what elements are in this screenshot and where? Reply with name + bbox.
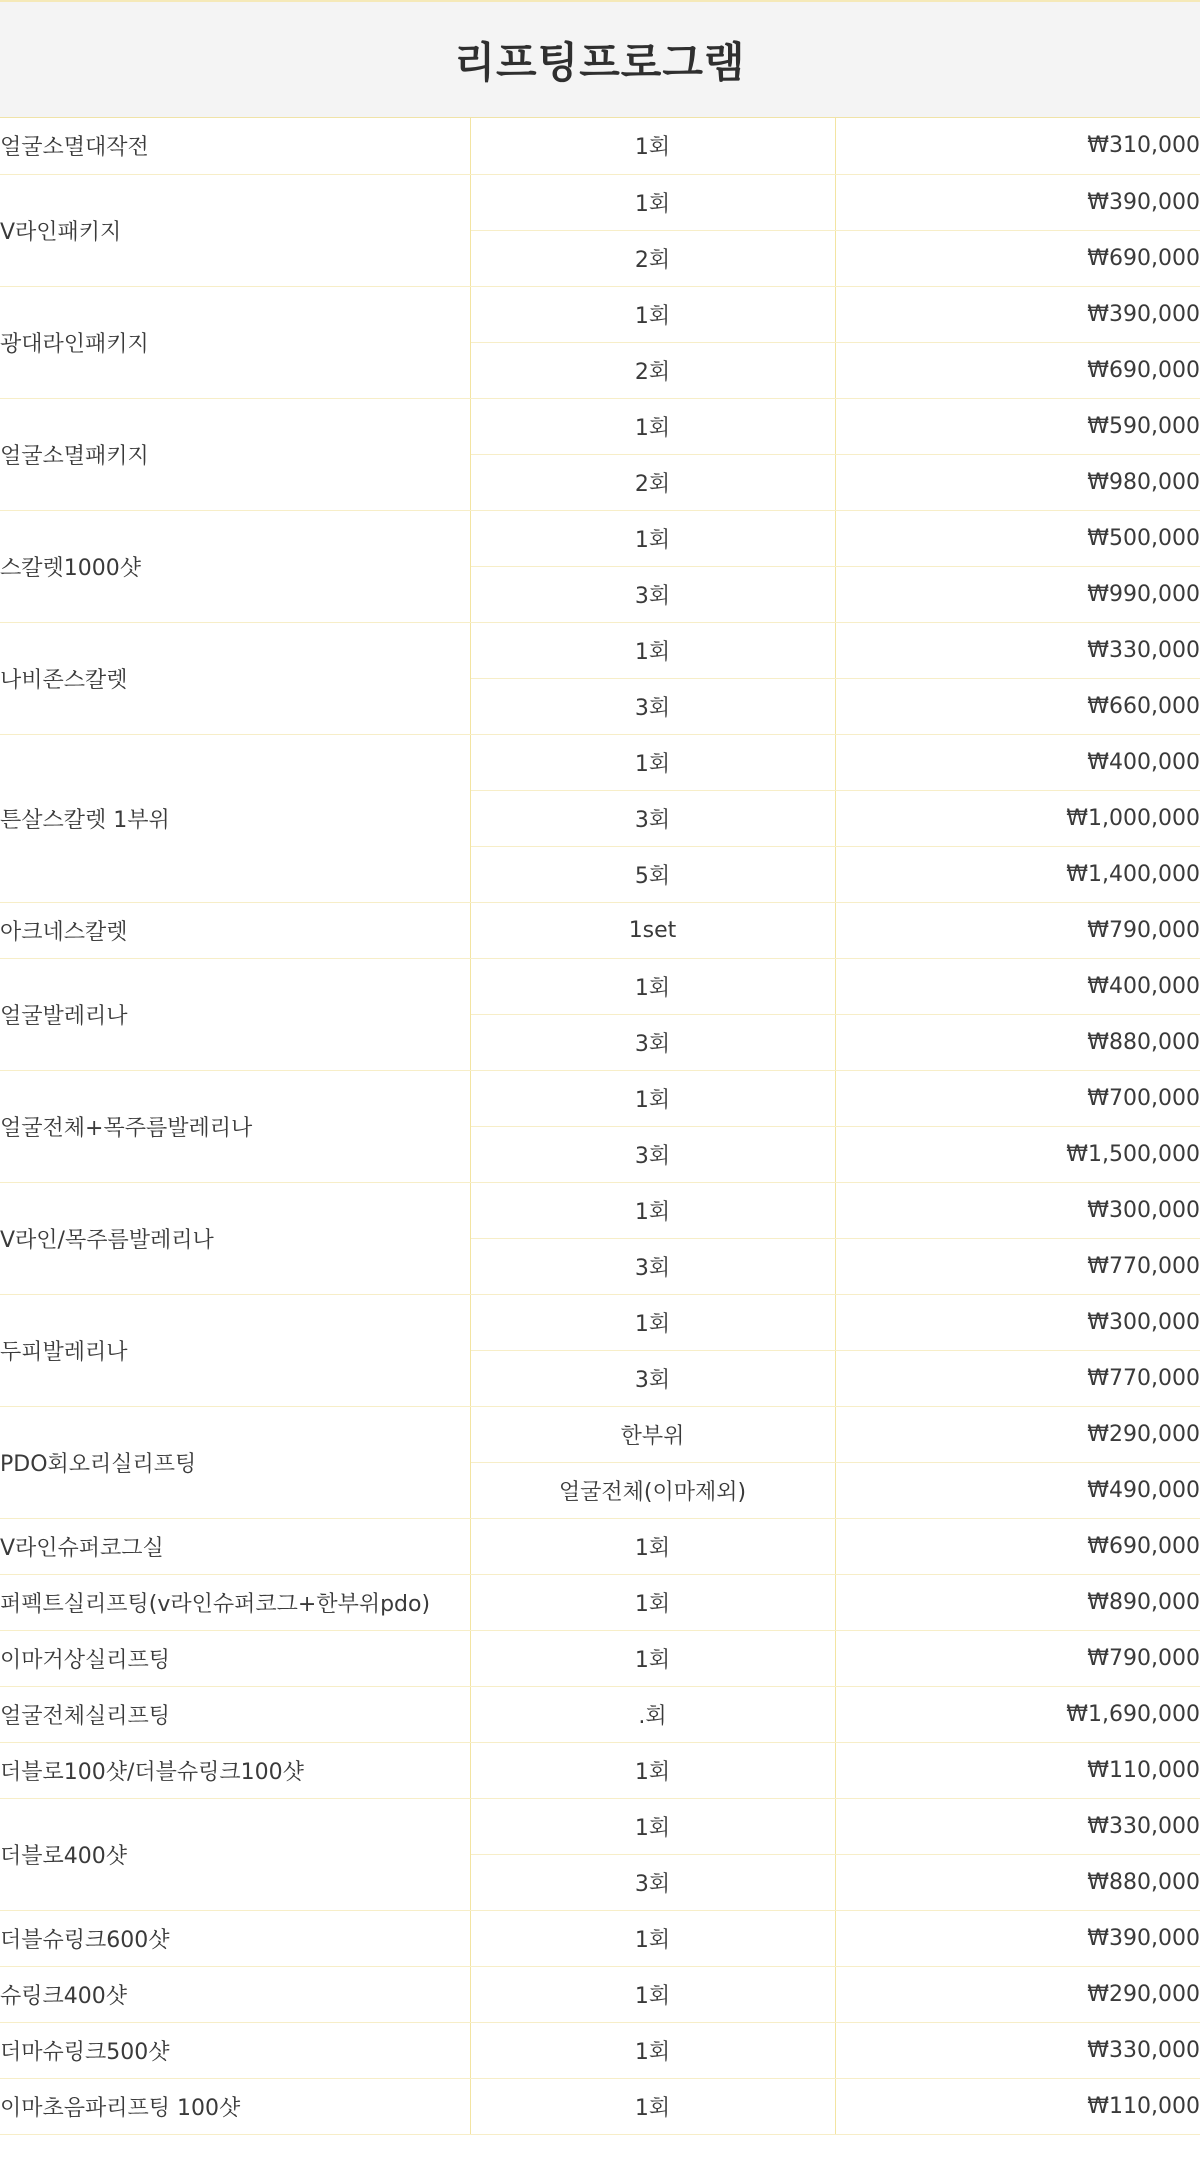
session-count: 얼굴전체(이마제외) xyxy=(470,1462,835,1518)
program-name: V라인슈퍼코그실 xyxy=(0,1518,470,1574)
price-value: ₩880,000 xyxy=(835,1014,1200,1070)
price-table-body xyxy=(0,118,1200,2134)
session-count: 1회 xyxy=(470,1294,835,1350)
table-row xyxy=(0,1910,1200,1966)
session-count: 한부위 xyxy=(470,1406,835,1462)
table-row xyxy=(0,958,1200,1014)
price-value: ₩110,000 xyxy=(835,2078,1200,2134)
price-value: ₩880,000 xyxy=(835,1854,1200,1910)
table-row xyxy=(0,1966,1200,2022)
program-name: 얼굴소멸대작전 xyxy=(0,118,470,174)
price-value: ₩400,000 xyxy=(835,734,1200,790)
price-value: ₩290,000 xyxy=(835,1406,1200,1462)
session-count: 1회 xyxy=(470,174,835,230)
price-value: ₩400,000 xyxy=(835,958,1200,1014)
session-count: 5회 xyxy=(470,846,835,902)
table-row xyxy=(0,1406,1200,1462)
price-value: ₩660,000 xyxy=(835,678,1200,734)
price-value: ₩330,000 xyxy=(835,622,1200,678)
session-count: 1회 xyxy=(470,1070,835,1126)
session-count: 3회 xyxy=(470,1014,835,1070)
page-header xyxy=(0,0,1200,118)
price-value: ₩590,000 xyxy=(835,398,1200,454)
session-count: 1회 xyxy=(470,398,835,454)
program-name: PDO회오리실리프팅 xyxy=(0,1406,470,1518)
session-count: 1회 xyxy=(470,510,835,566)
price-value: ₩690,000 xyxy=(835,342,1200,398)
session-count: 1회 xyxy=(470,958,835,1014)
price-value: ₩1,400,000 xyxy=(835,846,1200,902)
price-value: ₩390,000 xyxy=(835,174,1200,230)
price-value: ₩770,000 xyxy=(835,1350,1200,1406)
session-count: 1회 xyxy=(470,2022,835,2078)
session-count: 1회 xyxy=(470,1574,835,1630)
session-count: .회 xyxy=(470,1686,835,1742)
session-count: 1회 xyxy=(470,622,835,678)
program-name: 더블로400샷 xyxy=(0,1798,470,1910)
table-row xyxy=(0,2022,1200,2078)
program-name: 더마슈링크500샷 xyxy=(0,2022,470,2078)
price-value: ₩290,000 xyxy=(835,1966,1200,2022)
table-row xyxy=(0,734,1200,790)
price-value: ₩330,000 xyxy=(835,2022,1200,2078)
session-count: 3회 xyxy=(470,790,835,846)
table-row xyxy=(0,1518,1200,1574)
price-value: ₩980,000 xyxy=(835,454,1200,510)
price-value: ₩690,000 xyxy=(835,1518,1200,1574)
table-row xyxy=(0,286,1200,342)
program-name: 두피발레리나 xyxy=(0,1294,470,1406)
table-row xyxy=(0,1798,1200,1854)
program-name: 광대라인패키지 xyxy=(0,286,470,398)
page-title: 리프팅프로그램 xyxy=(454,37,746,87)
table-row xyxy=(0,1294,1200,1350)
program-name: 퍼펙트실리프팅(v라인슈퍼코그+한부위pdo) xyxy=(0,1574,470,1630)
program-name: 얼굴발레리나 xyxy=(0,958,470,1070)
price-value: ₩1,000,000 xyxy=(835,790,1200,846)
program-name: 슈링크400샷 xyxy=(0,1966,470,2022)
program-name: 튼살스칼렛 1부위 xyxy=(0,734,470,902)
session-count: 1회 xyxy=(470,286,835,342)
session-count: 2회 xyxy=(470,230,835,286)
session-count: 1회 xyxy=(470,1182,835,1238)
table-row xyxy=(0,118,1200,174)
program-name: 얼굴전체실리프팅 xyxy=(0,1686,470,1742)
price-value: ₩1,500,000 xyxy=(835,1126,1200,1182)
session-count: 3회 xyxy=(470,566,835,622)
price-value: ₩310,000 xyxy=(835,118,1200,174)
table-row xyxy=(0,1630,1200,1686)
session-count: 1회 xyxy=(470,1518,835,1574)
program-name: 이마초음파리프팅 100샷 xyxy=(0,2078,470,2134)
session-count: 3회 xyxy=(470,1854,835,1910)
price-value: ₩330,000 xyxy=(835,1798,1200,1854)
session-count: 1회 xyxy=(470,1630,835,1686)
price-value: ₩790,000 xyxy=(835,902,1200,958)
price-value: ₩690,000 xyxy=(835,230,1200,286)
price-value: ₩1,690,000 xyxy=(835,1686,1200,1742)
table-row xyxy=(0,622,1200,678)
table-row xyxy=(0,1686,1200,1742)
table-row xyxy=(0,510,1200,566)
session-count: 1회 xyxy=(470,1742,835,1798)
table-row xyxy=(0,1574,1200,1630)
price-value: ₩390,000 xyxy=(835,286,1200,342)
price-value: ₩500,000 xyxy=(835,510,1200,566)
price-value: ₩390,000 xyxy=(835,1910,1200,1966)
table-row xyxy=(0,1070,1200,1126)
table-row xyxy=(0,1182,1200,1238)
session-count: 1회 xyxy=(470,1798,835,1854)
table-row xyxy=(0,902,1200,958)
program-name: 나비존스칼렛 xyxy=(0,622,470,734)
price-table xyxy=(0,118,1200,2135)
price-value: ₩700,000 xyxy=(835,1070,1200,1126)
session-count: 3회 xyxy=(470,1350,835,1406)
session-count: 3회 xyxy=(470,678,835,734)
session-count: 3회 xyxy=(470,1126,835,1182)
session-count: 2회 xyxy=(470,454,835,510)
table-row xyxy=(0,2078,1200,2134)
price-value: ₩300,000 xyxy=(835,1182,1200,1238)
session-count: 1회 xyxy=(470,118,835,174)
table-row xyxy=(0,174,1200,230)
program-name: 얼굴전체+목주름발레리나 xyxy=(0,1070,470,1182)
session-count: 1회 xyxy=(470,1910,835,1966)
program-name: 더블슈링크600샷 xyxy=(0,1910,470,1966)
price-value: ₩790,000 xyxy=(835,1630,1200,1686)
program-name: 더블로100샷/더블슈링크100샷 xyxy=(0,1742,470,1798)
program-name: V라인패키지 xyxy=(0,174,470,286)
price-value: ₩990,000 xyxy=(835,566,1200,622)
table-row xyxy=(0,398,1200,454)
session-count: 1set xyxy=(470,902,835,958)
price-value: ₩770,000 xyxy=(835,1238,1200,1294)
session-count: 1회 xyxy=(470,734,835,790)
price-value: ₩490,000 xyxy=(835,1462,1200,1518)
session-count: 1회 xyxy=(470,2078,835,2134)
program-name: 이마거상실리프팅 xyxy=(0,1630,470,1686)
session-count: 1회 xyxy=(470,1966,835,2022)
program-name: 얼굴소멸패키지 xyxy=(0,398,470,510)
program-name: V라인/목주름발레리나 xyxy=(0,1182,470,1294)
price-value: ₩890,000 xyxy=(835,1574,1200,1630)
program-name: 아크네스칼렛 xyxy=(0,902,470,958)
price-value: ₩110,000 xyxy=(835,1742,1200,1798)
table-row xyxy=(0,1742,1200,1798)
price-value: ₩300,000 xyxy=(835,1294,1200,1350)
session-count: 3회 xyxy=(470,1238,835,1294)
session-count: 2회 xyxy=(470,342,835,398)
program-name: 스칼렛1000샷 xyxy=(0,510,470,622)
